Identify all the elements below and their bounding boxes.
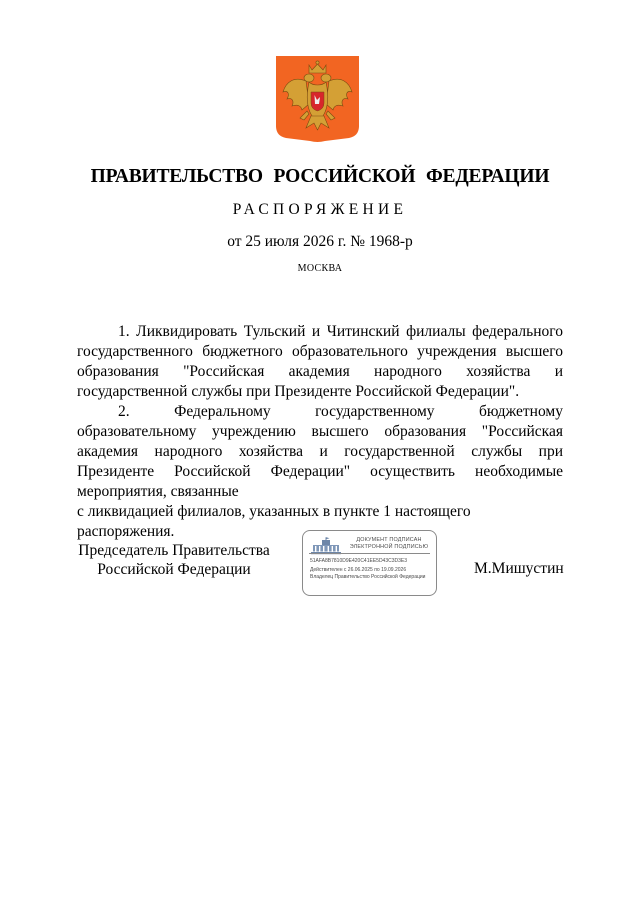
stamp-title-line2: ЭЛЕКТРОННОЙ ПОДПИСЬЮ: [349, 544, 429, 550]
stamp-owner: Владелец Правительство Российской Федерации: [310, 574, 426, 580]
stamp-validity: Действителен с 26.06.2025 по 19.09.2026: [310, 567, 407, 573]
page-title: ПРАВИТЕЛЬСТВО РОССИЙСКОЙ ФЕДЕРАЦИИ: [90, 166, 550, 187]
paragraph-2: 2. Федеральному государственному бюджетному образовательному учреждению высшего образования "Российская академия народного хозяйства и государственной службы при Президенте Российской Федерации" осуществить необходимые мероприятия, связанные: [77, 403, 563, 500]
signer-position: [76, 541, 272, 579]
signer-name: М.Мишустин: [474, 560, 564, 577]
coat-of-arms-icon: [276, 56, 359, 144]
paragraph-2-last-line: с ликвидацией филиалов, указанных в пункте 1 настоящего распоряжения.: [77, 503, 471, 540]
paragraph-1: 1. Ликвидировать Тульский и Читинский филиалы федерального государственного бюджетного образовательного учреждения высшего образования "Российская академия народного хозяйства и государственной службы при Президенте Российской Федерации".: [77, 323, 563, 400]
stamp-title-line1: ДОКУМЕНТ ПОДПИСАН: [356, 537, 422, 543]
stamp-serial: 51AFA8B7810D9E420C41EE5D43C3D3E3: [310, 558, 408, 564]
document-body: [77, 322, 563, 542]
document-city: МОСКВА: [297, 263, 343, 274]
signer-position-line1: Председатель Правительства: [78, 542, 270, 559]
signer-position-line2: Российской Федерации: [97, 561, 251, 578]
document-date-number: от 25 июля 2026 г. № 1968-р: [227, 233, 413, 250]
document-type: РАСПОРЯЖЕНИЕ: [232, 201, 408, 218]
stamp-divider: [309, 553, 430, 554]
electronic-signature-stamp: [302, 530, 437, 596]
stamp-title: [345, 537, 433, 551]
